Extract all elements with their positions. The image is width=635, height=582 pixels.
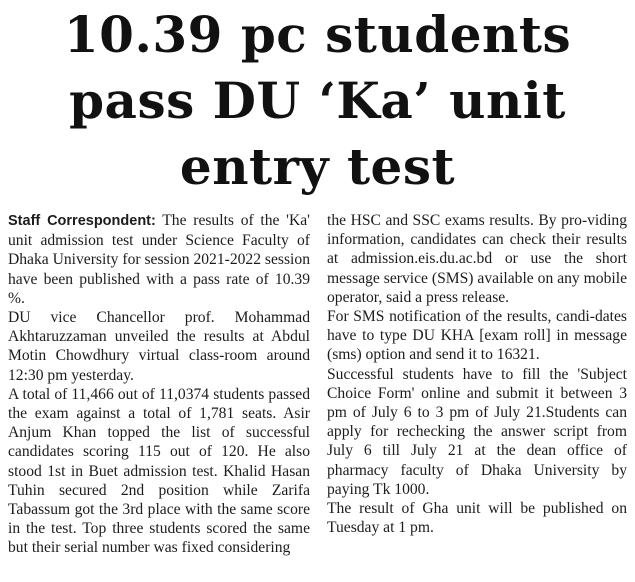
article-paragraph: the HSC and SSC exams results. By pro-viding information, candidates can check their results at admission.eis.du.ac.bd or use the short message service (SMS) available on any mobile operator, said a press release. <box>327 212 627 306</box>
paragraph-text: The results of the 'Ka' unit admission test under Science Faculty of Dhaka University for session 2021-2022 session have been published with a pass rate of 10.39 %. <box>8 212 310 307</box>
article-paragraph: The result of Gha unit will be published on Tuesday at 1 pm. <box>327 500 627 537</box>
headline <box>0 2 635 200</box>
article-paragraph: DU vice Chancellor prof. Mohammad Akhtaruzzaman unveiled the results at Abdul Motin Chowdhury virtual class-room around 12:30 pm yesterday. <box>8 309 310 384</box>
headline-line-2: pass DU ‘Ka’ unit <box>69 71 566 130</box>
article-paragraph: Successful students have to fill the 'Subject Choice Form' online and submit it between 3 pm of July 6 to 3 pm of July 21.Students can apply for rechecking the answer script from July 6 till July 21 at the dean office of pharmacy faculty of Dhaka University by paying Tk 1000. <box>327 365 627 498</box>
article-paragraph <box>8 211 310 308</box>
headline-line-1: 10.39 pc students <box>63 5 572 64</box>
article-column-right <box>327 211 627 537</box>
headline-line-3: entry test <box>179 137 456 196</box>
article-column-left <box>8 211 310 558</box>
article-paragraph: For SMS notification of the results, candi-dates have to type DU KHA [exam roll] in message (sms) option and send it to 16321. <box>327 308 627 364</box>
byline: Staff Correspondent: <box>8 213 156 229</box>
article-paragraph: A total of 11,466 out of 11,0374 students passed the exam against a total of 1,781 seats. Asir Anjum Khan topped the list of successful candidates scoring 115 out of 120. He also stood 1st in Buet admission test. Khalid Hasan Tuhin secured 2nd position while Zarifa Tabassum got the 3rd place with the same score in the test. Top three students scored the same but their serial number was fixed considering <box>8 385 310 557</box>
